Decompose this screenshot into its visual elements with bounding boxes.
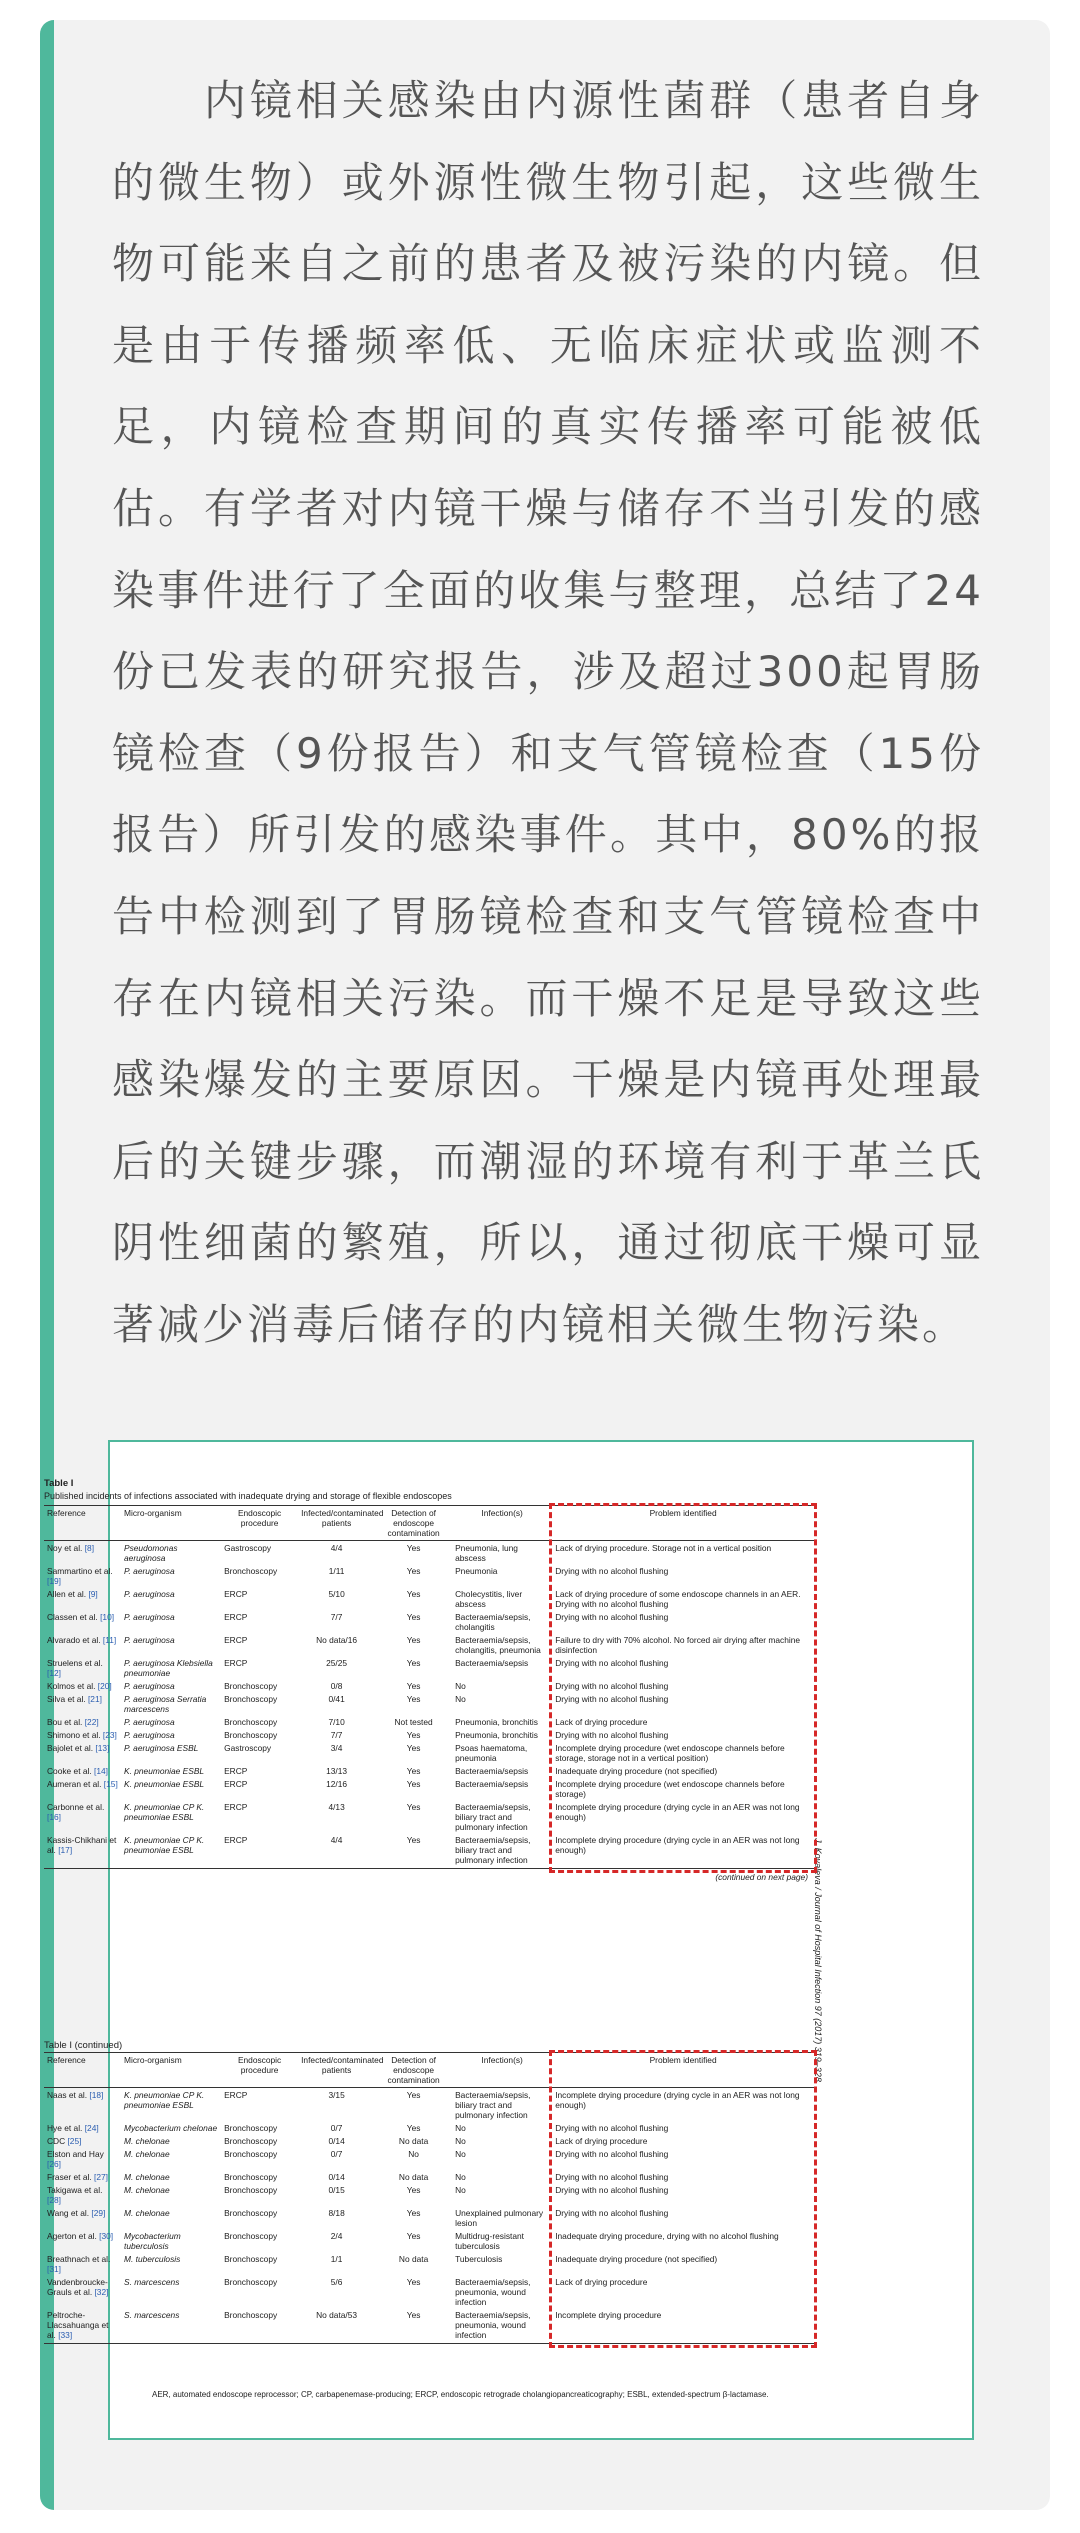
infection-cell: Tuberculosis: [455, 2253, 503, 2264]
detection-cell: No data: [398, 2171, 429, 2182]
detection-cell: Yes: [406, 1680, 421, 1691]
highlight-box: [549, 1503, 817, 1873]
organism-cell: M. chelonae: [124, 2207, 170, 2218]
column-header: Reference: [44, 2053, 121, 2088]
procedure-cell: Bronchoscopy: [224, 2253, 278, 2264]
organism-cell: S. marcescens: [121, 2308, 221, 2343]
table-caption: Published incidents of infections associated with inadequate drying and storage of flexible endoscopes: [44, 1491, 452, 1501]
column-header: Infection(s): [452, 2053, 552, 2088]
table-title-continued: Table I (continued): [44, 2040, 123, 2051]
organism-cell: S. marcescens: [124, 2276, 180, 2287]
organism-cell: K. pneumoniae ESBL: [124, 1765, 205, 1776]
problem-cell: Drying with no alcohol flushing: [555, 1611, 669, 1622]
problem-cell: Incomplete drying procedure (wet endoscope channels before storage, storage not in a vertical position): [555, 1742, 785, 1763]
patients-cell: 4/4: [298, 1833, 375, 1868]
procedure-cell: ERCP: [224, 1657, 248, 1668]
reference-cell: Carbonne et al. [16]: [47, 1801, 105, 1822]
procedure-cell: ERCP: [221, 1833, 298, 1868]
problem-cell: Lack of drying procedure: [555, 1716, 648, 1727]
patients-cell: 3/4: [330, 1742, 343, 1753]
organism-cell: M. chelonae: [124, 2171, 170, 2182]
column-header: Endoscopic procedure: [221, 1506, 298, 1541]
patients-cell: 25/25: [326, 1657, 348, 1668]
problem-cell: Lack of drying procedure: [555, 2135, 648, 2146]
reference-cell: Kolmos et al. [20]: [47, 1680, 112, 1691]
infection-cell: No: [455, 2135, 466, 2146]
procedure-cell: ERCP: [224, 1611, 248, 1622]
detection-cell: Yes: [406, 1611, 421, 1622]
problem-cell: Incomplete drying procedure (drying cycle in an AER was not long enough): [552, 1833, 814, 1868]
reference-cell: Agerton et al. [30]: [47, 2230, 114, 2241]
infection-cell: Bacteraemia/sepsis: [455, 1765, 529, 1776]
problem-cell: Failure to dry with 70% alcohol. No forced air drying after machine disinfection: [555, 1634, 801, 1655]
detection-cell: Yes: [375, 1833, 452, 1868]
organism-cell: M. chelonae: [124, 2148, 170, 2159]
column-header: Problem identified: [552, 1506, 814, 1541]
patients-cell: No data/53: [298, 2308, 375, 2343]
reference-cell: Kassis-Chikhani et al. [17]: [44, 1833, 121, 1868]
detection-cell: Yes: [406, 1565, 421, 1576]
detection-cell: Yes: [406, 1801, 421, 1812]
organism-cell: P. aeruginosa: [124, 1634, 175, 1645]
column-header: Micro-organism: [121, 2053, 221, 2088]
reference-cell: CDC [25]: [47, 2135, 82, 2146]
problem-cell: Drying with no alcohol flushing: [555, 1693, 669, 1704]
organism-cell: P. aeruginosa: [124, 1716, 175, 1727]
detection-cell: Yes: [406, 1634, 421, 1645]
patients-cell: 4/13: [328, 1801, 345, 1812]
infection-cell: Bacteraemia/sepsis, biliary tract and pulmonary infection: [455, 2089, 531, 2120]
patients-cell: 5/6: [330, 2276, 343, 2287]
patients-cell: 1/1: [330, 2253, 343, 2264]
problem-cell: Drying with no alcohol flushing: [555, 1680, 669, 1691]
procedure-cell: Bronchoscopy: [224, 1565, 278, 1576]
patients-cell: 0/14: [328, 2135, 345, 2146]
procedure-cell: ERCP: [224, 1765, 248, 1776]
column-header: Infected/contaminated patients: [298, 1506, 375, 1541]
organism-cell: P. aeruginosa: [124, 1565, 175, 1576]
procedure-cell: Bronchoscopy: [224, 1729, 278, 1740]
reference-cell: Takigawa et al. [28]: [47, 2184, 103, 2205]
patients-cell: 7/7: [330, 1729, 343, 1740]
patients-cell: 2/4: [330, 2230, 343, 2241]
detection-cell: Yes: [406, 2089, 421, 2100]
procedure-cell: ERCP: [224, 1634, 248, 1645]
organism-cell: K. pneumoniae CP K. pneumoniae ESBL: [121, 1833, 221, 1868]
reference-cell: Silva et al. [21]: [47, 1693, 102, 1704]
infection-cell: Pneumonia, lung abscess: [455, 1542, 518, 1563]
reference-cell: Bajolet et al. [13]: [47, 1742, 110, 1753]
detection-cell: Yes: [375, 2308, 452, 2343]
reference-cell: Noy et al. [8]: [47, 1542, 95, 1553]
problem-cell: Lack of drying procedure: [555, 2276, 648, 2287]
column-header: Infected/contaminated patients: [298, 2053, 375, 2088]
detection-cell: Yes: [406, 1693, 421, 1704]
reference-cell: Shimono et al. [23]: [47, 1729, 117, 1740]
column-header: Infection(s): [452, 1506, 552, 1541]
problem-cell: Drying with no alcohol flushing: [555, 2171, 669, 2182]
column-header: Endoscopic procedure: [221, 2053, 298, 2088]
procedure-cell: Bronchoscopy: [224, 1693, 278, 1704]
reference-cell: Elston and Hay [26]: [47, 2148, 104, 2169]
detection-cell: No data: [398, 2135, 429, 2146]
patients-cell: 13/13: [326, 1765, 348, 1776]
procedure-cell: ERCP: [224, 2089, 248, 2100]
infection-cell: Bacteraemia/sepsis, cholangitis, pneumonia: [455, 1634, 541, 1655]
patients-cell: 0/7: [330, 2122, 343, 2133]
patients-cell: 0/8: [330, 1680, 343, 1691]
procedure-cell: Bronchoscopy: [224, 2207, 278, 2218]
reference-cell: Breathnach et al. [31]: [47, 2253, 111, 2274]
detection-cell: Yes: [406, 1778, 421, 1789]
detection-cell: No: [408, 2148, 419, 2159]
organism-cell: P. aeruginosa ESBL: [124, 1742, 199, 1753]
organism-cell: K. pneumoniae ESBL: [124, 1778, 205, 1789]
detection-cell: Yes: [406, 2184, 421, 2195]
continued-note: (continued on next page): [715, 1871, 808, 1882]
infection-cell: No: [455, 1680, 466, 1691]
highlight-box-continued: [549, 2050, 817, 2348]
procedure-cell: Bronchoscopy: [224, 2122, 278, 2133]
detection-cell: Yes: [406, 2122, 421, 2133]
reference-cell: Aumeran et al. [15]: [47, 1778, 118, 1789]
column-header: Reference: [44, 1506, 121, 1541]
detection-cell: Yes: [406, 1542, 421, 1553]
procedure-cell: ERCP: [224, 1801, 248, 1812]
detection-cell: Yes: [406, 1729, 421, 1740]
organism-cell: P. aeruginosa Klebsiella pneumoniae: [124, 1657, 213, 1678]
infection-cell: Unexplained pulmonary lesion: [455, 2207, 544, 2228]
problem-cell: Inadequate drying procedure (not specified): [555, 2253, 718, 2264]
problem-cell: Drying with no alcohol flushing: [555, 2148, 669, 2159]
reference-cell: Hye et al. [24]: [47, 2122, 99, 2133]
infection-cell: No: [455, 2122, 466, 2133]
detection-cell: Yes: [406, 1657, 421, 1668]
procedure-cell: Gastroscopy: [224, 1542, 272, 1553]
problem-cell: Drying with no alcohol flushing: [555, 2184, 669, 2195]
patients-cell: 1/11: [328, 1565, 345, 1576]
patients-cell: 7/10: [328, 1716, 345, 1727]
reference-cell: Vandenbroucke-Grauls et al. [32]: [47, 2276, 109, 2297]
infection-cell: Bacteraemia/sepsis, cholangitis: [455, 1611, 531, 1632]
infection-cell: No: [455, 1693, 466, 1704]
infection-cell: Bacteraemia/sepsis, biliary tract and pulmonary infection: [452, 1833, 552, 1868]
article-paragraph: 内镜相关感染由内源性菌群（患者自身的微生物）或外源性微生物引起，这些微生物可能来自之前的患者及被污染的内镜。但是由于传播频率低、无临床症状或监测不足，内镜检查期间的真实传播率可能被低估。有学者对内镜干燥与储存不当引发的感染事件进行了全面的收集与整理，总结了24份已发表的研究报告，涉及超过300起胃肠镜检查（9份报告）和支气管镜检查（15份报告）所引发的感染事件。其中，80%的报告中检测到了胃肠镜检查和支气管镜检查中存在内镜相关污染。而干燥不足是导致这些感染爆发的主要原因。干燥是内镜再处理最后的关键步骤，而潮湿的环境有利于革兰氏阴性细菌的繁殖，所以，通过彻底干燥可显著减少消毒后储存的内镜相关微生物污染。: [112, 76, 984, 1349]
detection-cell: Yes: [406, 1765, 421, 1776]
column-header: Detection of endoscope contamination: [375, 2053, 452, 2088]
detection-cell: Not tested: [394, 1716, 433, 1727]
reference-cell: Fraser et al. [27]: [47, 2171, 108, 2182]
organism-cell: M. chelonae: [124, 2184, 170, 2195]
infection-cell: Multidrug-resistant tuberculosis: [455, 2230, 524, 2251]
organism-cell: P. aeruginosa: [124, 1680, 175, 1691]
procedure-cell: Bronchoscopy: [224, 2171, 278, 2182]
problem-cell: Drying with no alcohol flushing: [555, 1657, 669, 1668]
detection-cell: Yes: [406, 1588, 421, 1599]
detection-cell: Yes: [406, 2276, 421, 2287]
column-header: Micro-organism: [121, 1506, 221, 1541]
table-footnote: AER, automated endoscope reprocessor; CP, carbapenemase-producing; ERCP, endoscopic retrograde cholangiopancreaticography; ESBL, extended-spectrum β-lactamase.: [152, 2390, 769, 2399]
problem-cell: Inadequate drying procedure (not specified): [555, 1765, 718, 1776]
patients-cell: 12/16: [326, 1778, 348, 1789]
reference-cell: Classen et al. [10]: [47, 1611, 115, 1622]
organism-cell: M. tuberculosis: [124, 2253, 181, 2264]
patients-cell: 0/7: [330, 2148, 343, 2159]
procedure-cell: Bronchoscopy: [224, 2135, 278, 2146]
patients-cell: 0/15: [328, 2184, 345, 2195]
detection-cell: No data: [398, 2253, 429, 2264]
reference-cell: Cooke et al. [14]: [47, 1765, 109, 1776]
infection-cell: Pneumonia, bronchitis: [455, 1729, 538, 1740]
infection-cell: No: [455, 2184, 466, 2195]
infection-cell: No: [455, 2148, 466, 2159]
problem-cell: Drying with no alcohol flushing: [555, 1565, 669, 1576]
problem-cell: Drying with no alcohol flushing: [555, 1729, 669, 1740]
patients-cell: 0/41: [328, 1693, 345, 1704]
infection-cell: Bacteraemia/sepsis, pneumonia, wound infection: [452, 2308, 552, 2343]
infection-cell: Psoas haematoma, pneumonia: [455, 1742, 528, 1763]
organism-cell: K. pneumoniae CP K. pneumoniae ESBL: [124, 2089, 205, 2110]
column-header: Problem identified: [552, 2053, 814, 2088]
problem-cell: Lack of drying procedure of some endoscope channels in an AER. Drying with no alcohol flushing: [555, 1588, 801, 1609]
patients-cell: 8/18: [328, 2207, 345, 2218]
column-header: Detection of endoscope contamination: [375, 1506, 452, 1541]
procedure-cell: Bronchoscopy: [224, 2184, 278, 2195]
procedure-cell: Bronchoscopy: [224, 1716, 278, 1727]
procedure-cell: ERCP: [224, 1588, 248, 1599]
procedure-cell: Gastroscopy: [224, 1742, 272, 1753]
problem-cell: Incomplete drying procedure (drying cycle in an AER was not long enough): [555, 1801, 800, 1822]
reference-cell: Peltroche-Llacsahuanga et al. [33]: [44, 2308, 121, 2343]
reference-cell: Allen et al. [9]: [47, 1588, 98, 1599]
procedure-cell: Bronchoscopy: [224, 2148, 278, 2159]
journal-citation-text: J. Kovaleva / Journal of Hospital Infection 97 (2017) 319–328: [813, 1838, 823, 2082]
infection-cell: No: [455, 2171, 466, 2182]
reference-cell: Naas et al. [18]: [47, 2089, 104, 2100]
organism-cell: M. chelonae: [124, 2135, 170, 2146]
problem-cell: Drying with no alcohol flushing: [555, 2207, 669, 2218]
reference-cell: Struelens et al. [12]: [47, 1657, 103, 1678]
reference-cell: Wang et al. [29]: [47, 2207, 106, 2218]
detection-cell: Yes: [406, 1742, 421, 1753]
procedure-cell: Bronchoscopy: [224, 2230, 278, 2241]
table-title: Table I: [44, 1478, 74, 1489]
detection-cell: Yes: [406, 2230, 421, 2241]
patients-cell: 3/15: [328, 2089, 345, 2100]
organism-cell: P. aeruginosa: [124, 1588, 175, 1599]
procedure-cell: ERCP: [224, 1778, 248, 1789]
problem-cell: Incomplete drying procedure (drying cycle in an AER was not long enough): [555, 2089, 800, 2110]
reference-cell: Bou et al. [22]: [47, 1716, 99, 1727]
patients-cell: 7/7: [330, 1611, 343, 1622]
patients-cell: 0/14: [328, 2171, 345, 2182]
organism-cell: K. pneumoniae CP K. pneumoniae ESBL: [124, 1801, 205, 1822]
problem-cell: Inadequate drying procedure, drying with no alcohol flushing: [555, 2230, 779, 2241]
patients-cell: No data/16: [316, 1634, 358, 1645]
organism-cell: Mycobacterium chelonae: [124, 2122, 218, 2133]
infection-cell: Bacteraemia/sepsis: [455, 1778, 529, 1789]
infection-cell: Cholecystitis, liver abscess: [455, 1588, 523, 1609]
patients-cell: 5/10: [328, 1588, 345, 1599]
infection-cell: Pneumonia, bronchitis: [455, 1716, 538, 1727]
detection-cell: Yes: [406, 2207, 421, 2218]
organism-cell: P. aeruginosa Serratia marcescens: [124, 1693, 207, 1714]
procedure-cell: Bronchoscopy: [224, 2276, 278, 2287]
problem-cell: Drying with no alcohol flushing: [555, 2122, 669, 2133]
problem-cell: Incomplete drying procedure (wet endoscope channels before storage): [555, 1778, 785, 1799]
problem-cell: Lack of drying procedure. Storage not in a vertical position: [555, 1542, 772, 1553]
infection-cell: Bacteraemia/sepsis, biliary tract and pulmonary infection: [455, 1801, 531, 1832]
infection-cell: Pneumonia: [455, 1565, 498, 1576]
infection-cell: Bacteraemia/sepsis, pneumonia, wound infection: [455, 2276, 531, 2307]
procedure-cell: Bronchoscopy: [221, 2308, 298, 2343]
organism-cell: P. aeruginosa: [124, 1611, 175, 1622]
reference-cell: Sammartino et al. [19]: [47, 1565, 113, 1586]
procedure-cell: Bronchoscopy: [224, 1680, 278, 1691]
organism-cell: P. aeruginosa: [124, 1729, 175, 1740]
reference-cell: Alvarado et al. [11]: [47, 1634, 117, 1645]
organism-cell: Pseudomonas aeruginosa: [124, 1542, 178, 1563]
patients-cell: 4/4: [330, 1542, 343, 1553]
problem-cell: Incomplete drying procedure: [552, 2308, 814, 2343]
organism-cell: Mycobacterium tuberculosis: [124, 2230, 181, 2251]
infection-cell: Bacteraemia/sepsis: [455, 1657, 529, 1668]
